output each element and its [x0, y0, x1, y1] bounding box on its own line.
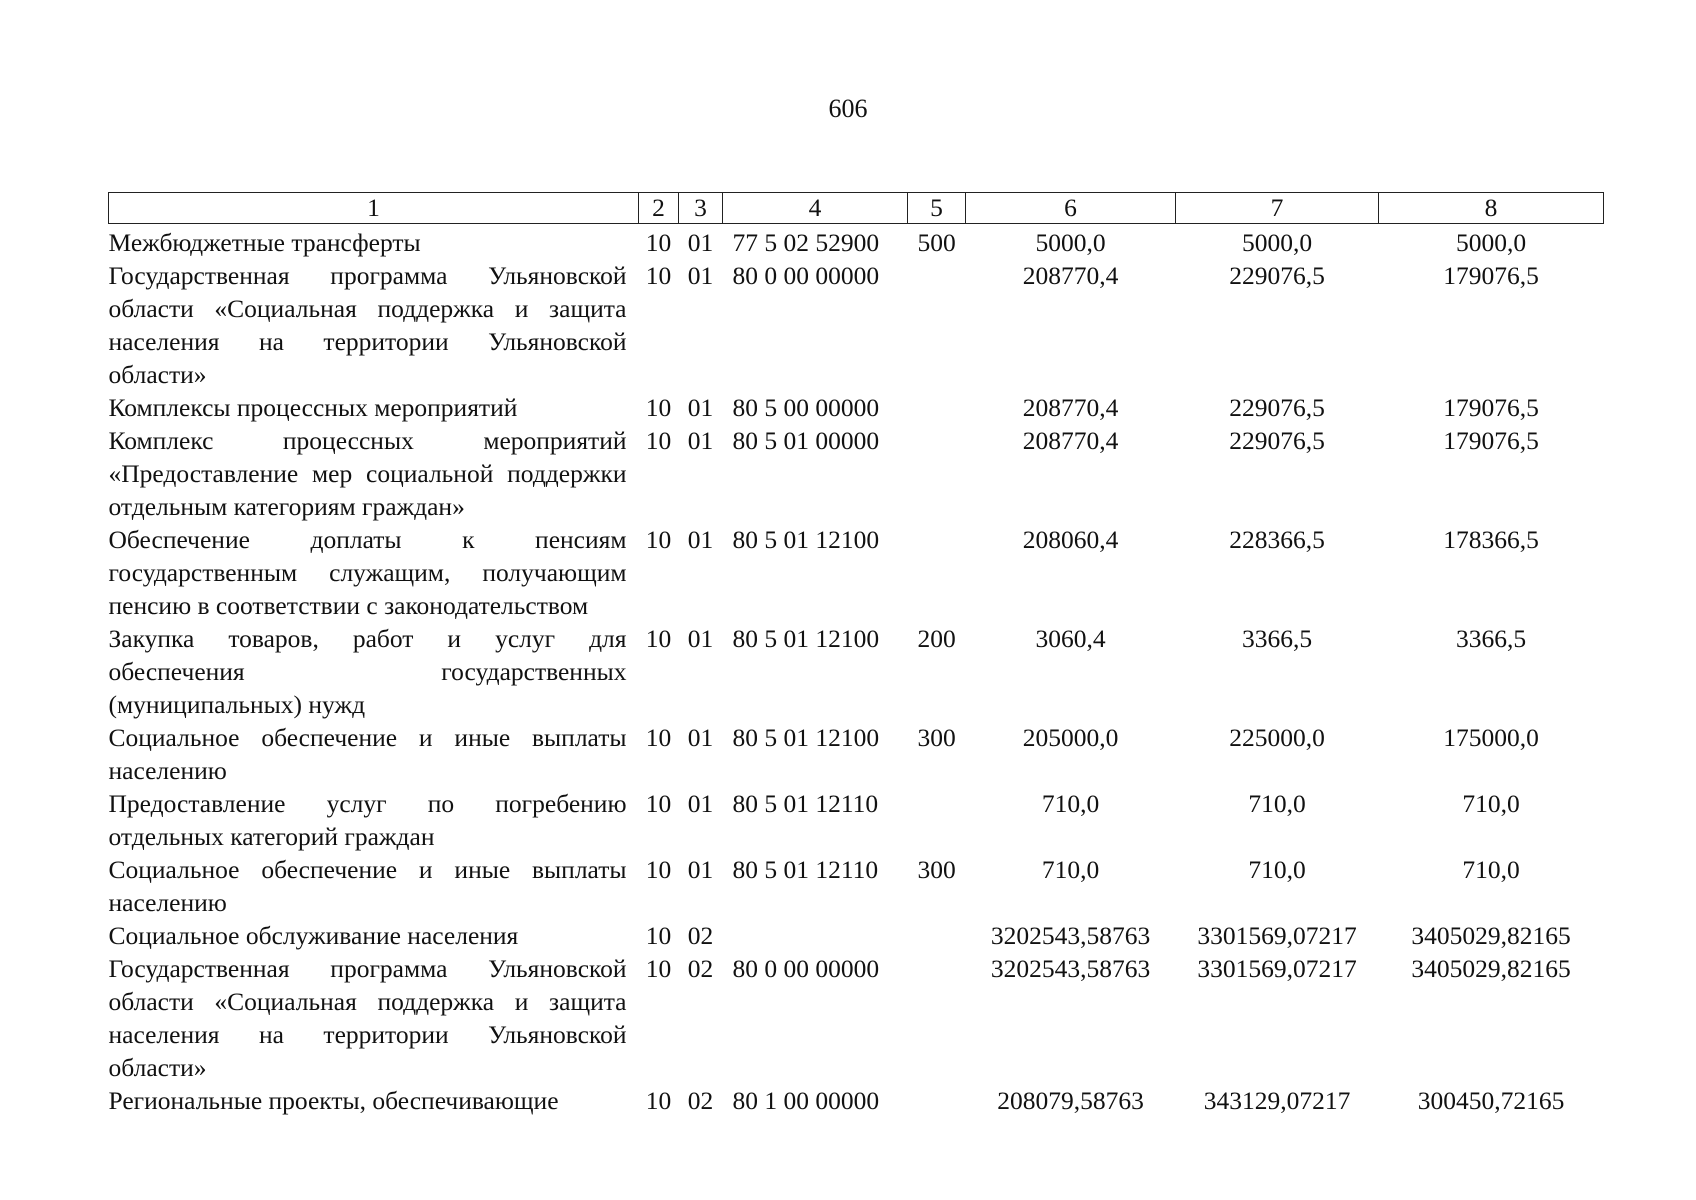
table-row: [109, 622, 1604, 721]
section-code: 10: [645, 393, 672, 422]
amount-col6: 208079,58763: [997, 1086, 1144, 1115]
header-cell: 8: [1379, 193, 1604, 224]
item-name: Социальное обеспечение и иные выплаты населению: [108, 723, 627, 785]
table-row: [109, 391, 1604, 424]
item-name: Обеспечение доплаты к пенсиям государственным служащим, получающим пенсию в соответствии с законодательством: [108, 525, 627, 620]
page-number: 606: [828, 94, 868, 123]
amount-col6: 208770,4: [1022, 261, 1119, 290]
amount-col6: 3202543,58763: [990, 921, 1151, 950]
amount-col7: 229076,5: [1229, 393, 1325, 422]
table-row: [109, 721, 1604, 787]
amount-col6: 208060,4: [1022, 525, 1119, 554]
table-row: [109, 919, 1604, 952]
amount-col8: 3405029,82165: [1411, 954, 1571, 983]
item-name: Предоставление услуг по погребению отдельных категорий граждан: [108, 789, 627, 851]
subsection-code: 01: [687, 426, 714, 455]
amount-col6: 208770,4: [1022, 393, 1119, 422]
amount-col7: 225000,0: [1229, 723, 1325, 752]
amount-col8: 3366,5: [1455, 624, 1527, 653]
amount-col8: 3405029,82165: [1411, 921, 1571, 950]
subsection-code: 02: [687, 1086, 714, 1115]
amount-col6: 3060,4: [1035, 624, 1106, 653]
section-code: 10: [645, 723, 672, 752]
amount-col8: 175000,0: [1443, 723, 1539, 752]
amount-col8: 178366,5: [1443, 525, 1539, 554]
target-article-code: 77 5 02 52900: [732, 228, 880, 257]
amount-col7: 229076,5: [1229, 261, 1325, 290]
amount-col8: 179076,5: [1443, 426, 1539, 455]
subsection-code: 01: [687, 393, 714, 422]
expense-type-code: 500: [917, 228, 956, 257]
table-row: [109, 952, 1604, 1084]
amount-col7: 710,0: [1248, 855, 1306, 884]
expense-type-code: [908, 259, 966, 391]
header-cell: 2: [639, 193, 679, 224]
subsection-code: 01: [687, 525, 714, 554]
target-article-code: 80 0 00 00000: [732, 954, 880, 983]
amount-col6: 710,0: [1041, 789, 1100, 818]
target-article-code: 80 5 01 12100: [732, 624, 880, 653]
target-article-code: 80 1 00 00000: [732, 1086, 880, 1115]
amount-col7: 229076,5: [1229, 426, 1325, 455]
item-name: Государственная программа Ульяновской области «Социальная поддержка и защита населения на территории Ульяновской области»: [108, 261, 627, 389]
target-article-code: [723, 919, 908, 952]
amount-col6: 5000,0: [1035, 228, 1106, 257]
header-cell: 1: [109, 193, 639, 224]
item-name: Комплекс процессных мероприятий «Предоставление мер социальной поддержки отдельным категориям граждан»: [108, 426, 627, 521]
amount-col8: 300450,72165: [1417, 1086, 1565, 1115]
header-cell: 6: [966, 193, 1176, 224]
header-cell: 4: [723, 193, 908, 224]
subsection-code: 01: [687, 261, 714, 290]
amount-col7: 3301569,07217: [1197, 954, 1357, 983]
expense-type-code: 300: [917, 855, 956, 884]
section-code: 10: [645, 426, 672, 455]
section-code: 10: [645, 954, 672, 983]
amount-col6: 3202543,58763: [990, 954, 1151, 983]
expense-type-code: [908, 523, 966, 622]
amount-col7: 228366,5: [1229, 525, 1325, 554]
subsection-code: 02: [687, 954, 714, 983]
amount-col7: 710,0: [1248, 789, 1306, 818]
amount-col6: 205000,0: [1022, 723, 1119, 752]
budget-table: [108, 192, 1604, 1117]
item-name: Комплексы процессных мероприятий: [108, 393, 518, 422]
subsection-code: 01: [687, 789, 714, 818]
table-row: [109, 424, 1604, 523]
expense-type-code: [908, 919, 966, 952]
section-code: 10: [645, 228, 672, 257]
amount-col6: 710,0: [1041, 855, 1100, 884]
subsection-code: 01: [687, 723, 714, 752]
table-row: [109, 523, 1604, 622]
amount-col7: 5000,0: [1241, 228, 1313, 257]
item-name: Закупка товаров, работ и услуг для обеспечения государственных (муниципальных) нужд: [108, 624, 627, 719]
expense-type-code: [908, 424, 966, 523]
expense-type-code: [908, 391, 966, 424]
target-article-code: 80 5 01 00000: [732, 426, 880, 455]
expense-type-code: 300: [917, 723, 956, 752]
amount-col8: 179076,5: [1443, 393, 1539, 422]
item-name: Социальное обеспечение и иные выплаты населению: [108, 855, 627, 917]
amount-col8: 710,0: [1462, 789, 1520, 818]
amount-col7: 3301569,07217: [1197, 921, 1357, 950]
table-row: [109, 853, 1604, 919]
item-name: Межбюджетные трансферты: [108, 228, 421, 257]
target-article-code: 80 5 01 12110: [732, 789, 879, 818]
section-code: 10: [645, 1086, 672, 1115]
section-code: 10: [645, 261, 672, 290]
section-code: 10: [645, 855, 672, 884]
section-code: 10: [645, 921, 672, 950]
expense-type-code: 200: [917, 624, 956, 653]
item-name: Государственная программа Ульяновской области «Социальная поддержка и защита населения на территории Ульяновской области»: [108, 954, 627, 1082]
target-article-code: 80 5 00 00000: [732, 393, 880, 422]
expense-type-code: [908, 1084, 966, 1117]
amount-col8: 179076,5: [1443, 261, 1539, 290]
expense-type-code: [908, 952, 966, 1084]
target-article-code: 80 5 01 12100: [732, 723, 880, 752]
table-row: [109, 224, 1604, 260]
subsection-code: 01: [687, 624, 714, 653]
section-code: 10: [645, 525, 672, 554]
target-article-code: 80 0 00 00000: [732, 261, 880, 290]
target-article-code: 80 5 01 12110: [732, 855, 879, 884]
amount-col8: 5000,0: [1455, 228, 1527, 257]
subsection-code: 02: [687, 921, 714, 950]
target-article-code: 80 5 01 12100: [732, 525, 880, 554]
subsection-code: 01: [687, 228, 714, 257]
amount-col7: 343129,07217: [1203, 1086, 1351, 1115]
header-cell: 5: [908, 193, 966, 224]
subsection-code: 01: [687, 855, 714, 884]
amount-col8: 710,0: [1462, 855, 1520, 884]
section-code: 10: [645, 624, 672, 653]
item-name: Региональные проекты, обеспечивающие: [108, 1086, 559, 1115]
amount-col6: 208770,4: [1022, 426, 1119, 455]
table-row: [109, 259, 1604, 391]
table-row: [109, 1084, 1604, 1117]
table-header-row: [109, 193, 1604, 224]
expense-type-code: [908, 787, 966, 853]
table-row: [109, 787, 1604, 853]
header-cell: 7: [1176, 193, 1379, 224]
item-name: Социальное обслуживание населения: [108, 921, 519, 950]
amount-col7: 3366,5: [1241, 624, 1313, 653]
section-code: 10: [645, 789, 672, 818]
header-cell: 3: [679, 193, 723, 224]
